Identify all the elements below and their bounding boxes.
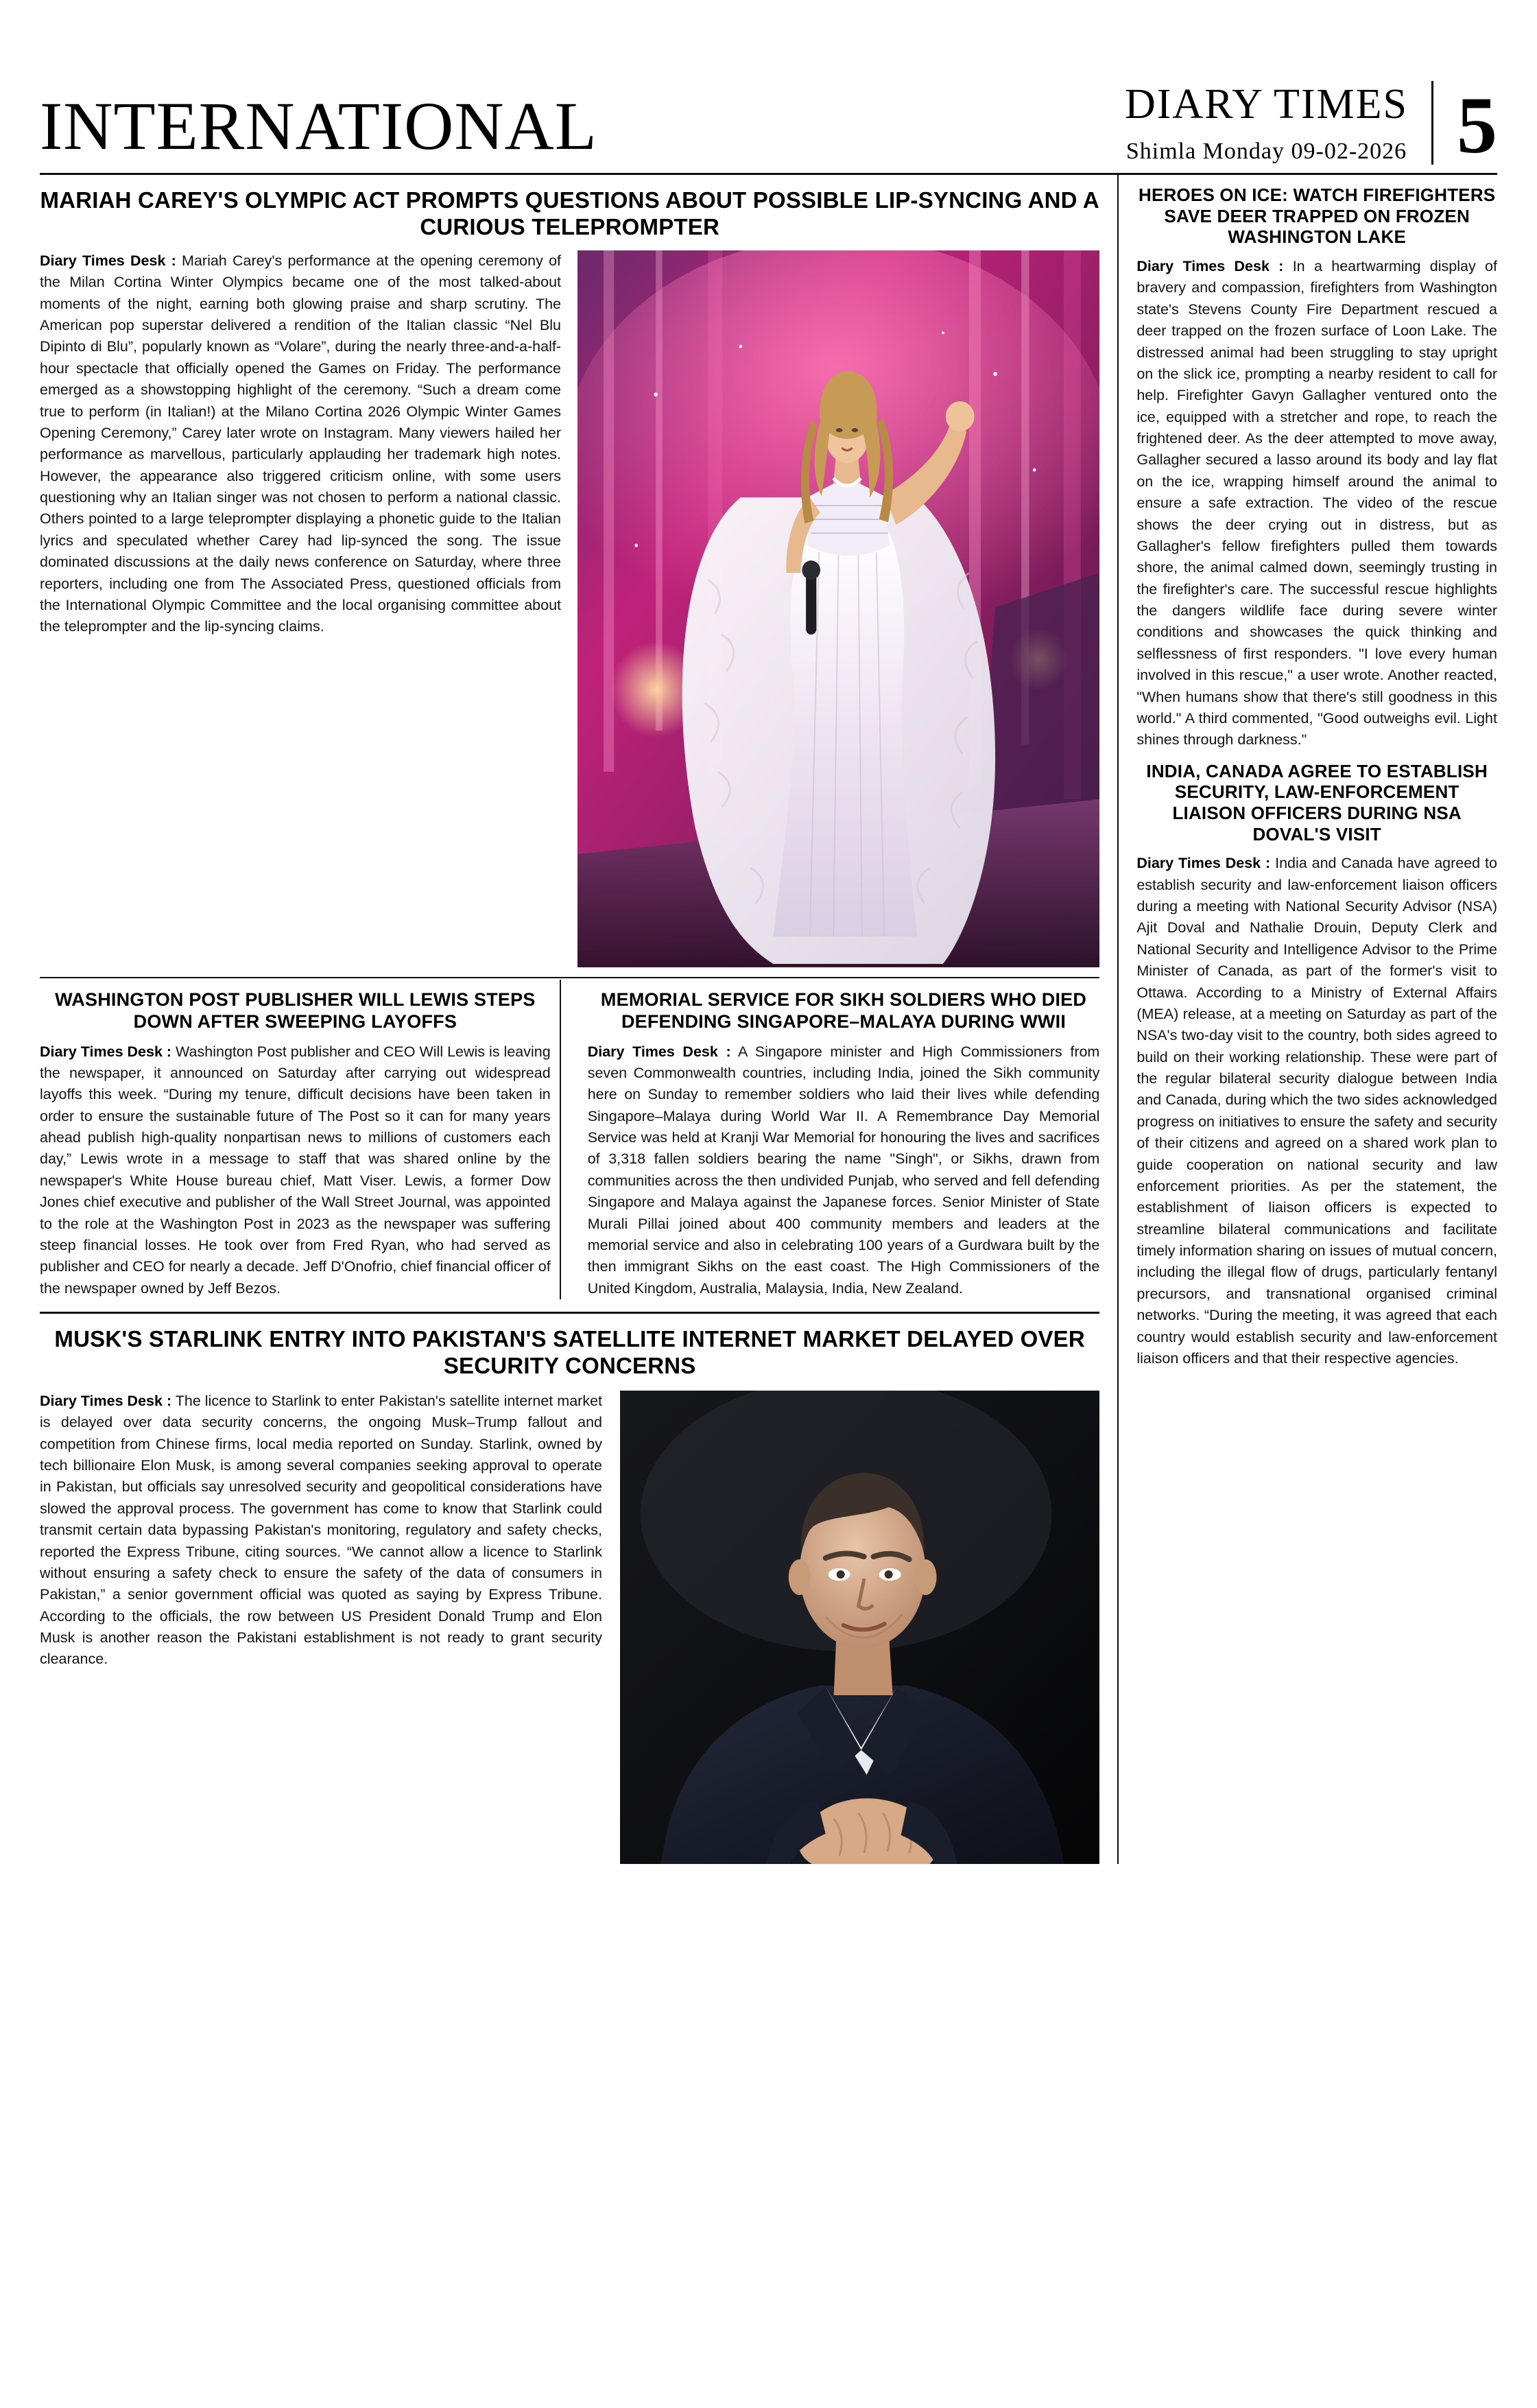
article-side-top-headline: HEROES ON ICE: WATCH FIREFIGHTERS SAVE DEER TRAPPED ON FROZEN WASHINGTON LAKE bbox=[1138, 185, 1496, 248]
byline-label: Diary Times Desk : bbox=[1136, 855, 1271, 872]
article-side-bottom-headline: INDIA, CANADA AGREE TO ESTABLISH SECURITY, LAW-ENFORCEMENT LIAISON OFFICERS DURING NSA DOVAL'S VISIT bbox=[1146, 760, 1488, 845]
article-sub-right bbox=[579, 980, 1100, 1299]
article-sub-left-body-text: Washington Post publisher and CEO Will Lewis is leaving the newspaper, it announced on Saturday after carrying out widespread layoffs this week. “During my tenure, difficult decisions have been taken in order to ensure the sustainable future of The Post so it can for many years ahead publish high-quality nonpartisan news to millions of customers each day,” Lewis wrote in a message to staff that was shared online by the newspaper's White House bureau chief, Matt Viser. Lewis, a former Dow Jones chief executive and publisher of the Wall Street Journal, was appointed to the role at the Washington Post in 2023 as the newspaper was suffering steep financial losses. He took over from Fred Ryan, who had served as publisher and CEO for nearly a decade. Jeff D'Onofrio, chief financial officer of the newspaper owned by Jeff Bezos. bbox=[40, 1043, 551, 1297]
masthead bbox=[40, 48, 1497, 170]
byline-label: Diary Times Desk : bbox=[40, 1392, 172, 1409]
article-side-bottom-body bbox=[1136, 853, 1497, 1369]
masthead-right bbox=[1125, 80, 1497, 170]
divider-before-bottom bbox=[40, 1312, 1099, 1314]
divider-after-lead bbox=[40, 977, 1099, 978]
main-column bbox=[40, 175, 1117, 1864]
byline-label: Diary Times Desk : bbox=[1136, 258, 1284, 275]
article-bottom-layout bbox=[40, 1391, 1099, 1864]
article-lead bbox=[40, 187, 1099, 967]
article-bottom-photo bbox=[620, 1391, 1099, 1864]
sub-articles-row bbox=[40, 980, 1099, 1299]
article-lead-body bbox=[40, 250, 561, 638]
page-number: 5 bbox=[1457, 80, 1497, 170]
dateline: Shimla Monday 09-02-2026 bbox=[1125, 139, 1407, 164]
article-sub-left-headline: WASHINGTON POST PUBLISHER WILL LEWIS STEPS DOWN AFTER SWEEPING LAYOFFS bbox=[55, 989, 536, 1032]
article-side-top bbox=[1136, 185, 1497, 751]
article-side-bottom bbox=[1136, 761, 1497, 1370]
article-lead-layout bbox=[40, 250, 1099, 967]
article-sub-left-body bbox=[40, 1041, 551, 1300]
article-bottom-text bbox=[40, 1391, 602, 1671]
article-bottom bbox=[40, 1326, 1099, 1864]
section-title: INTERNATIONAL bbox=[40, 88, 597, 164]
article-lead-headline: MARIAH CAREY'S OLYMPIC ACT PROMPTS QUESTIONS ABOUT POSSIBLE LIP-SYNCING AND A CURIOUS TELEPROMPTER bbox=[40, 187, 1099, 239]
article-sub-right-headline: MEMORIAL SERVICE FOR SIKH SOLDIERS WHO DIED DEFENDING SINGAPORE–MALAYA DURING WWII bbox=[600, 989, 1087, 1032]
elon-musk-photo bbox=[620, 1391, 1099, 1864]
article-sub-right-body bbox=[588, 1041, 1100, 1300]
content-grid bbox=[40, 175, 1497, 1864]
mariah-carey-photo bbox=[577, 250, 1099, 967]
brand-block bbox=[1125, 81, 1433, 165]
article-lead-photo bbox=[577, 250, 1099, 967]
article-lead-text bbox=[40, 250, 561, 638]
article-bottom-body bbox=[40, 1391, 602, 1671]
byline-label: Diary Times Desk : bbox=[40, 1043, 172, 1060]
brand-name: DIARY TIMES bbox=[1125, 80, 1408, 128]
article-sub-left bbox=[40, 980, 561, 1299]
article-lead-body-text: Mariah Carey's performance at the opening ceremony of the Milan Cortina Winter Olympics became one of the most talked-about moments of the night, earning both glowing praise and sharp scrutiny. The American pop superstar delivered a rendition of the Italian classic “Nel Blu Dipinto di Blu”, popularly known as “Volare”, during the nearly three-and-a-half-hour spectacle that officially opened the Games on Friday. The performance emerged as a showstopping highlight of the ceremony. “Such a dream come true to perform (in Italian!) at the Milano Cortina 2026 Olympic Winter Games Opening Ceremony,” Carey later wrote on Instagram. Many viewers hailed her performance as marvellous, particularly applauding her trademark high notes. However, the appearance also triggered criticism online, with some users questioning why an Italian singer was not chosen to perform a national classic. Others pointed to a large teleprompter displaying a phonetic guide to the Italian lyrics and speculated whether Carey had lip-synced the song. The issue dominated discussions at the daily news conference on Saturday, where three reporters, including one from The Associated Press, questioned officials from the International Olympic Committee and the local organising committee about the teleprompter and the lip-syncing claims. bbox=[40, 252, 562, 635]
byline-label: Diary Times Desk : bbox=[587, 1043, 731, 1060]
article-bottom-body-text: The licence to Starlink to enter Pakistan's satellite internet market is delayed over data security concerns, the ongoing Musk–Trump fallout and competition from Chinese firms, local media reported on Sunday. Starlink, owned by tech billionaire Elon Musk, is among several companies seeking approval to operate in Pakistan, but officials say unresolved security and geopolitical considerations have slowed the approval process. The government has come to know that Starlink could transmit certain data bypassing Pakistan's monitoring, regulatory and safety checks, reported the Express Tribune, citing sources. “We cannot allow a licence to Starlink without ensuring a safety check to ensure the safety of the data of consumers in Pakistan,” a senior government official was quoted as saying by Express Tribune. According to the officials, the row between US President Donald Trump and Elon Musk is another reason the Pakistani establishment is not ready to grant security clearance. bbox=[40, 1392, 602, 1668]
article-side-top-body bbox=[1136, 256, 1497, 751]
article-side-bottom-body-text: India and Canada have agreed to establish security and law-enforcement liaison officers during a meeting with National Security Advisor (NSA) Ajit Doval and Nathalie Drouin, Deputy Clerk and National Security and Intelligence Advisor to the Prime Minister of Canada, as part of the former's visit to Ottawa. According to a Ministry of External Affairs (MEA) release, at a meeting on Saturday as part of the NSA's two-day visit to the country, both sides agreed to build on their working relationship. These were part of the regular bilateral security dialogue between India and Canada, during which the two sides acknowledged progress on initiatives to ensure the safety and security of their citizens and agreed on a shared work plan to guide cooperation on national security and law enforcement priorities. As per the statement, the establishment of liaison officers is expected to streamline bilateral communications and facilitate timely information sharing on issues of mutual concern, including the illegal flow of drugs, particularly fentanyl precursors, and transnational organised criminal networks. “During the meeting, it was agreed that each country would establish security and law-enforcement liaison officers and that their respective agencies. bbox=[1136, 855, 1497, 1367]
side-column bbox=[1117, 175, 1497, 1864]
article-sub-right-body-text: A Singapore minister and High Commissioners from seven Commonwealth countries, including India, joined the Sikh community here on Sunday to remember soldiers who laid their lives while defending Singapore–Malaya during World War II. A Remembrance Day Memorial Service was held at Kranji War Memorial for honouring the lives and sacrifices of 3,318 fallen soldiers bearing the name "Singh", or Sikhs, drawn from communities across the then undivided Punjab, who served and fell defending Singapore and Malaya against the Japanese forces. Senior Minister of State Murali Pillai joined about 400 community members and leaders at the memorial service and also in celebrating 100 years of a Gurdwara built by the then immigrant Sikhs on the east coast. The High Commissioners of the United Kingdom, Australia, Malaysia, India, New Zealand. bbox=[587, 1043, 1100, 1297]
article-bottom-headline: MUSK'S STARLINK ENTRY INTO PAKISTAN'S SATELLITE INTERNET MARKET DELAYED OVER SECURITY CONCERNS bbox=[54, 1326, 1085, 1379]
article-side-top-body-text: In a heartwarming display of bravery and compassion, firefighters from Washington state's Stevens County Fire Department rescued a deer trapped on the frozen surface of Loon Lake. The distressed animal had been struggling to stay upright on the slick ice, prompting a nearby resident to call for help. Firefighter Gavyn Gallagher ventured onto the ice, equipped with a stretcher and rope, to reach the frightened deer. As the deer attempted to move away, Gallagher secured a lasso around its body and lay flat on the ice, wrapping himself around the animal to ensure a safe extraction. The video of the rescue shows the deer crying out in distress, but as Gallagher's fellow firefighters pulled them towards shore, the animal calmed down, seemingly trusting in the firefighter's care. The successful rescue highlights the dangers wildlife face during severe winter conditions and showcases the quick thinking and selflessness of first responders. "I love every human involved in this rescue," a user wrote. Another reacted, "When humans show that there's still goodness in this world." A third commented, "Good outweighs evil. Light shines through darkness." bbox=[1136, 258, 1497, 748]
byline-label: Diary Times Desk : bbox=[40, 252, 176, 269]
